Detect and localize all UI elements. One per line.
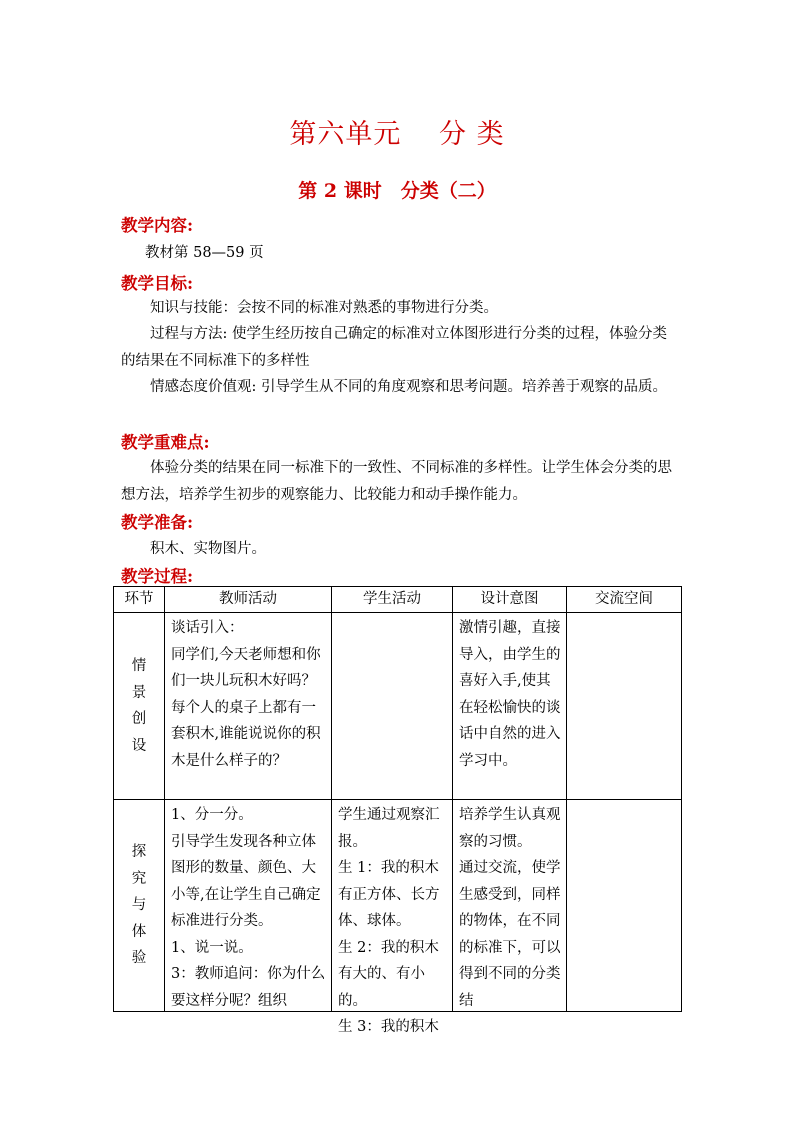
student-cell — [332, 613, 453, 800]
teacher-line: 3：教师追问：你为什么要这样分呢？组织 — [171, 966, 326, 1009]
table-header-row — [114, 587, 682, 613]
prep-heading: 教学准备: — [121, 513, 194, 532]
intent-line: 通过交流，使学生感受到，同样的物体，在不同的标准下，可以得到不同的分类结 — [459, 860, 561, 1009]
teacher-line: 1、分一分。 — [171, 807, 253, 823]
space-cell — [567, 800, 682, 1012]
table-row — [114, 613, 682, 800]
stage-cell — [114, 613, 165, 800]
teacher-line: 谈话引入： — [171, 620, 244, 636]
header-space: 交流空间 — [567, 587, 682, 613]
intent-cell — [453, 800, 567, 1012]
content-heading: 教学内容: — [121, 216, 194, 235]
goals-heading: 教学目标: — [121, 274, 194, 293]
student-line: 学生通过观察汇报。 — [338, 807, 440, 850]
intent-line: 培养学生认真观察的习惯。 — [459, 807, 561, 850]
key-points-heading: 教学重难点: — [121, 433, 210, 452]
table-row — [114, 800, 682, 1012]
header-intent: 设计意图 — [453, 587, 567, 613]
unit-title: 第六单元 分 类 — [289, 119, 505, 150]
process-heading: 教学过程: — [121, 567, 194, 586]
content-text: 教材第 58—59 页 — [145, 245, 264, 261]
lesson-title: 第 2 课时 分类（二） — [298, 180, 496, 202]
header-student: 学生活动 — [332, 587, 453, 613]
stage-label: 情景创设 — [131, 658, 147, 754]
teacher-line: 引导学生发现各种立体图形的数量、颜色、大小等,在让学生自己确定标准进行分类。 — [171, 833, 321, 929]
key-points-text: 体验分类的结果在同一标准下的一致性、不同标准的多样性。让学生体会分类的思想方法，培养学生初步的观察能力、比较能力和动手操作能力。 — [121, 460, 672, 503]
student-line: 生 2：我的积木有大的、有小的。 — [338, 939, 439, 1009]
space-cell — [567, 613, 682, 800]
student-line: 生 3：我的积木 — [338, 1019, 439, 1035]
stage-cell — [114, 800, 165, 1012]
goal-process: 过程与方法: 使学生经历按自己确定的标准对立体图形进行分类的过程，体验分类的结果在不同标准下的多样性 — [121, 326, 667, 369]
header-stage: 环节 — [114, 587, 165, 613]
teacher-line: 1、说一说。 — [171, 939, 253, 956]
process-table — [113, 586, 682, 1035]
stage-label: 探究与体验 — [131, 844, 147, 967]
prep-text: 积木、实物图片。 — [150, 541, 266, 557]
goal-attitude: 情感态度价值观: 引导学生从不同的角度观察和思考问题。培养善于观察的品质。 — [150, 379, 667, 395]
intent-cell — [453, 613, 567, 800]
teacher-cell — [165, 800, 332, 1012]
teacher-cell — [165, 613, 332, 800]
student-line: 生 1：我的积木有正方体、长方体、球体。 — [338, 860, 440, 929]
intent-line: 激情引趣，直接导入，由学生的喜好入手,使其在轻松愉快的谈话中自然的进入学习中。 — [459, 620, 561, 769]
student-cell — [332, 800, 453, 1035]
teacher-line: 同学们,今天老师想和你们一块儿玩积木好吗？每个人的桌子上都有一套积木,谁能说说你的积木是什么样子的？ — [171, 646, 321, 769]
header-teacher: 教师活动 — [165, 587, 332, 613]
goal-knowledge: 知识与技能：会按不同的标准对熟悉的事物进行分类。 — [150, 300, 498, 316]
